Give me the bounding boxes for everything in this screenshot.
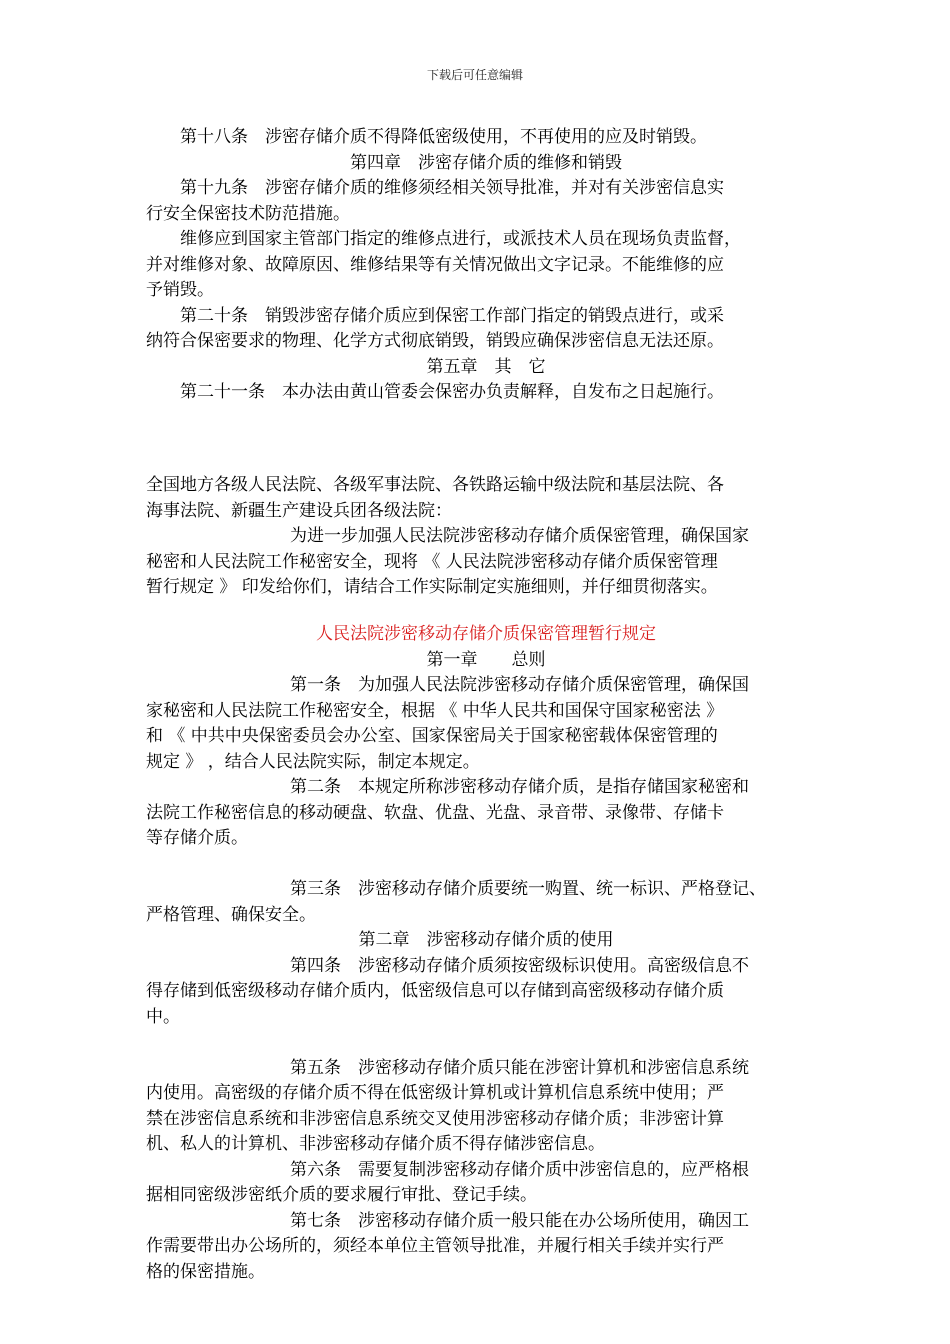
text-line: 暂行规定 》 印发给你们，请结合工作实际制定实施细则，并仔细贯彻落实。 bbox=[146, 577, 718, 597]
text-line: 第六条 需要复制涉密移动存储介质中涉密信息的，应严格根 bbox=[290, 1159, 749, 1180]
text-line: 第二章 涉密移动存储介质的使用 bbox=[358, 930, 614, 950]
text-line bbox=[146, 852, 826, 878]
text-line: 禁在涉密信息系统和非涉密信息系统交叉使用涉密移动存储介质；非涉密计算 bbox=[146, 1108, 724, 1129]
text-line: 第四条 涉密移动存储介质须按密级标识使用。高密级信息不 bbox=[290, 955, 749, 976]
text-line: 规定 》 ，结合人民法院实际，制定本规定。 bbox=[146, 751, 480, 772]
text-line: 并对维修对象、故障原因、维修结果等有关情况做出文字记录。不能维修的应 bbox=[146, 254, 724, 275]
text-line: 第三条 涉密移动存储介质要统一购置、统一标识、严格登记、 bbox=[290, 879, 766, 899]
text-line: 家秘密和人民法院工作秘密安全，根据 《 中华人民共和国保守国家秘密法 》 bbox=[146, 700, 724, 721]
text-line: 全国地方各级人民法院、各级军事法院、各铁路运输中级法院和基层法院、各 bbox=[146, 475, 724, 495]
text-line bbox=[146, 1030, 826, 1056]
text-line: 海事法院、新疆生产建设兵团各级法院： bbox=[146, 500, 452, 521]
document-title: 人民法院涉密移动存储介质保密管理暂行规定 bbox=[316, 624, 656, 644]
text-line: 法院工作秘密信息的移动硬盘、软盘、优盘、光盘、录音带、录像带、存储卡 bbox=[146, 802, 724, 823]
text-line: 中。 bbox=[146, 1006, 180, 1027]
text-line: 第四章 涉密存储介质的维修和销毁 bbox=[350, 152, 622, 173]
text-line: 第一章 总则 bbox=[426, 649, 546, 670]
text-line: 第十八条 涉密存储介质不得降低密级使用，不再使用的应及时销毁。 bbox=[146, 127, 707, 147]
provisional-rules-section bbox=[146, 622, 826, 1285]
text-line: 第五章 其 它 bbox=[426, 356, 546, 377]
text-line: 秘密和人民法院工作秘密安全，现将 《 人民法院涉密移动存储介质保密管理 bbox=[146, 551, 718, 572]
text-line: 第二十一条 本办法由黄山管委会保密办负责解释，自发布之日起施行。 bbox=[146, 382, 724, 402]
text-line: 严格管理、确保安全。 bbox=[146, 904, 316, 925]
text-line: 行安全保密技术防范措施。 bbox=[146, 203, 350, 224]
text-line: 和 《 中共中央保密委员会办公室、国家保密局关于国家秘密载体保密管理的 bbox=[146, 726, 718, 746]
text-line: 第二十条 销毁涉密存储介质应到保密工作部门指定的销毁点进行，或采 bbox=[146, 305, 724, 326]
text-line: 第二条 本规定所称涉密移动存储介质，是指存储国家秘密和 bbox=[290, 777, 749, 797]
text-line: 维修应到国家主管部门指定的维修点进行，或派技术人员在现场负责监督， bbox=[146, 229, 741, 249]
text-line: 得存储到低密级移动存储介质内，低密级信息可以存储到高密级移动存储介质 bbox=[146, 981, 724, 1001]
text-line: 据相同密级涉密纸介质的要求履行审批、登记手续。 bbox=[146, 1185, 537, 1205]
text-line: 第十九条 涉密存储介质的维修须经相关领导批准，并对有关涉密信息实 bbox=[146, 178, 724, 198]
text-line: 纳符合保密要求的物理、化学方式彻底销毁，销毁应确保涉密信息无法还原。 bbox=[146, 331, 724, 351]
text-line: 内使用。高密级的存储介质不得在低密级计算机或计算机信息系统中使用；严 bbox=[146, 1083, 724, 1103]
text-line: 等存储介质。 bbox=[146, 828, 248, 848]
notice-section bbox=[146, 473, 826, 601]
text-line: 予销毁。 bbox=[146, 280, 214, 300]
text-line: 作需要带出办公场所的，须经本单位主管领导批准，并履行相关手续并实行严 bbox=[146, 1236, 724, 1256]
text-line: 为进一步加强人民法院涉密移动存储介质保密管理，确保国家 bbox=[290, 526, 749, 546]
text-line: 第五条 涉密移动存储介质只能在涉密计算机和涉密信息系统 bbox=[290, 1057, 749, 1078]
text-line: 机、私人的计算机、非涉密移动存储介质不得存储涉密信息。 bbox=[146, 1134, 605, 1154]
page-header: 下载后可任意编辑 bbox=[426, 68, 523, 82]
text-line: 第一条 为加强人民法院涉密移动存储介质保密管理，确保国 bbox=[290, 675, 749, 695]
regulation-section-tail bbox=[146, 125, 826, 406]
text-line: 格的保密措施。 bbox=[146, 1261, 265, 1282]
text-line: 第七条 涉密移动存储介质一般只能在办公场所使用，确因工 bbox=[290, 1210, 749, 1231]
